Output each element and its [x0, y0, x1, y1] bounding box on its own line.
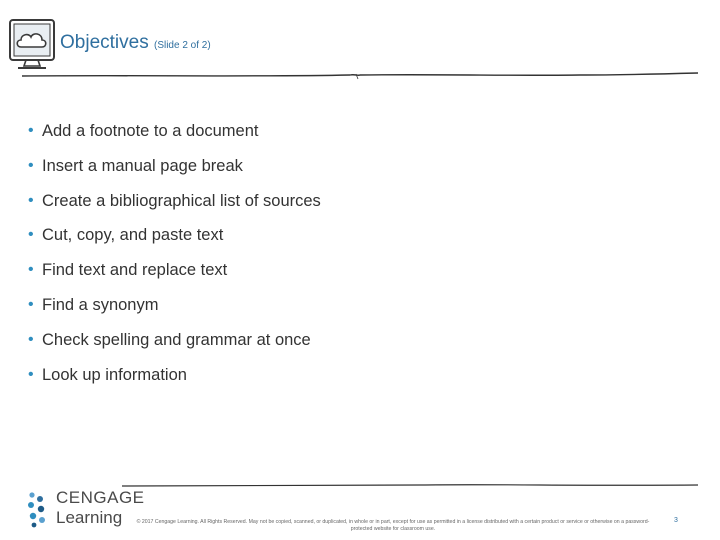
bullet-icon: • [28, 295, 34, 313]
cloud-monitor-icon [6, 18, 58, 74]
list-item: • Check spelling and grammar at once [28, 330, 311, 349]
logo-text-cengage: CENGAGE [56, 488, 145, 507]
list-item: • Cut, copy, and paste text [28, 226, 224, 245]
bullet-icon: • [28, 261, 34, 279]
list-item: • Look up information [28, 365, 187, 384]
objectives-list [28, 120, 321, 398]
list-item: • Find a synonym [28, 295, 159, 314]
bullet-icon: • [28, 365, 34, 383]
copyright-notice: © 2017 Cengage Learning. All Rights Reserved. May not be copied, scanned, or duplicated, in whole or in part, except for use as permitted in a license distributed with a certain product or service or otherwise on a password-protected website for classroom use. [136, 519, 650, 532]
list-item: • Find text and replace text [28, 261, 228, 280]
bullet-icon: • [28, 330, 34, 348]
footer-divider [120, 480, 700, 490]
page-title [60, 32, 211, 54]
page-number: 3 [674, 517, 678, 524]
slide-subtitle: (Slide 2 of 2) [153, 40, 211, 51]
list-item: • Create a bibliographical list of sources [28, 191, 321, 210]
bullet-icon: • [28, 226, 34, 244]
bullet-icon: • [28, 156, 34, 174]
title-divider [20, 70, 700, 82]
bullet-icon: • [28, 191, 34, 209]
slide-title: Objectives [60, 32, 149, 53]
cengage-logo [26, 486, 145, 532]
list-item: • Insert a manual page break [28, 156, 243, 175]
logo-mark-icon [26, 490, 48, 528]
bullet-icon: • [28, 122, 34, 139]
logo-text-learning: Learning [56, 508, 123, 527]
list-item: • Add a footnote to a document [28, 122, 259, 140]
